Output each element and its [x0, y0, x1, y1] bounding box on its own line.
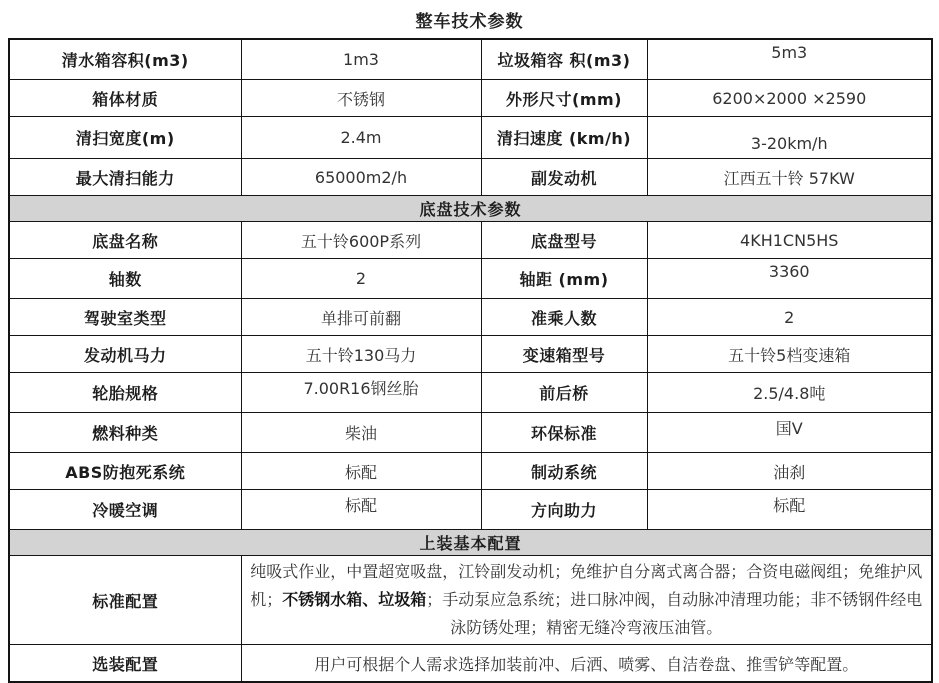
- table-row: [9, 645, 932, 683]
- spec-label: 清水箱容积(m3): [9, 39, 241, 80]
- spec-value: 1m3: [241, 39, 481, 80]
- spec-value: 3-20km/h: [647, 117, 932, 159]
- section-header-upfit: 上装基本配置: [9, 530, 932, 556]
- spec-label: 底盘名称: [9, 222, 241, 259]
- spec-value: 江西五十铃 57KW: [647, 159, 932, 196]
- spec-label: 准乘人数: [481, 299, 647, 336]
- spec-value: 65000m2/h: [241, 159, 481, 196]
- spec-label: 轴距 (mm): [481, 259, 647, 299]
- spec-value: 2.4m: [241, 117, 481, 159]
- spec-label: 前后桥: [481, 373, 647, 413]
- spec-label: 环保标准: [481, 413, 647, 453]
- spec-value: 4KH1CN5HS: [647, 222, 932, 259]
- spec-value: 五十铃130马力: [241, 336, 481, 373]
- optional-config-label: 选装配置: [9, 645, 241, 683]
- table-row: [9, 336, 932, 373]
- spec-value: 标配: [241, 453, 481, 490]
- table-row: [9, 117, 932, 159]
- spec-label: 驾驶室类型: [9, 299, 241, 336]
- table-row: [9, 490, 932, 530]
- spec-value: 标配: [241, 490, 481, 530]
- spec-label: 变速箱型号: [481, 336, 647, 373]
- spec-label: 箱体材质: [9, 80, 241, 117]
- spec-value: 国V: [647, 413, 932, 453]
- table-row: [9, 556, 932, 645]
- section-row: [9, 196, 932, 222]
- spec-label: 轴数: [9, 259, 241, 299]
- standard-config-text: ；手动泵应急系统；进口脉冲阀，自动脉冲清理功能；非不锈钢件经电泳防锈处理；精密无缝冷弯液压油管。: [426, 590, 923, 637]
- optional-config-value: 用户可根据个人需求选择加装前冲、后洒、喷雾、自洁卷盘、推雪铲等配置。: [241, 645, 932, 683]
- standard-config-bold-text: 不锈钢水箱、垃圾箱: [282, 590, 427, 609]
- spec-label: 发动机马力: [9, 336, 241, 373]
- spec-label: 清扫速度 (km/h): [481, 117, 647, 159]
- spec-value: 2: [647, 299, 932, 336]
- table-row: [9, 222, 932, 259]
- spec-value: 7.00R16钢丝胎: [241, 373, 481, 413]
- table-row: [9, 373, 932, 413]
- table-row: [9, 80, 932, 117]
- spec-label: 最大清扫能力: [9, 159, 241, 196]
- spec-value: 5m3: [647, 39, 932, 80]
- section-header-chassis: 底盘技术参数: [9, 196, 932, 222]
- spec-label: ABS防抱死系统: [9, 453, 241, 490]
- spec-value: 五十铃600P系列: [241, 222, 481, 259]
- spec-label: 制动系统: [481, 453, 647, 490]
- spec-label: 清扫宽度(m): [9, 117, 241, 159]
- spec-label: 垃圾箱容 积(m3): [481, 39, 647, 80]
- table-row: [9, 39, 932, 80]
- spec-value: 2.5/4.8吨: [647, 373, 932, 413]
- spec-label: 外形尺寸(mm): [481, 80, 647, 117]
- spec-value: 柴油: [241, 413, 481, 453]
- table-row: [9, 259, 932, 299]
- standard-config-text: 纯吸式作业，中置超宽吸盘，江铃副发动机；免维护自分离式离合器；合资电磁阀组；免维护风机；: [250, 562, 923, 609]
- table-row: [9, 413, 932, 453]
- spec-value: 五十铃5档变速箱: [647, 336, 932, 373]
- page-title: 整车技术参数: [415, 12, 524, 32]
- spec-label: 方向助力: [481, 490, 647, 530]
- spec-table: [8, 38, 933, 683]
- table-row: [9, 159, 932, 196]
- spec-label: 副发动机: [481, 159, 647, 196]
- section-row: [9, 530, 932, 556]
- spec-value: 3360: [647, 259, 932, 299]
- spec-value: 6200×2000 ×2590: [647, 80, 932, 117]
- standard-config-label: 标准配置: [9, 556, 241, 645]
- spec-label: 底盘型号: [481, 222, 647, 259]
- spec-value: 标配: [647, 490, 932, 530]
- spec-label: 轮胎规格: [9, 373, 241, 413]
- spec-value: 不锈钢: [241, 80, 481, 117]
- spec-label: 冷暖空调: [9, 490, 241, 530]
- spec-value: 2: [241, 259, 481, 299]
- table-row: [9, 453, 932, 490]
- table-row: [9, 299, 932, 336]
- spec-value: 油刹: [647, 453, 932, 490]
- standard-config-value: [241, 556, 932, 645]
- spec-label: 燃料种类: [9, 413, 241, 453]
- spec-value: 单排可前翻: [241, 299, 481, 336]
